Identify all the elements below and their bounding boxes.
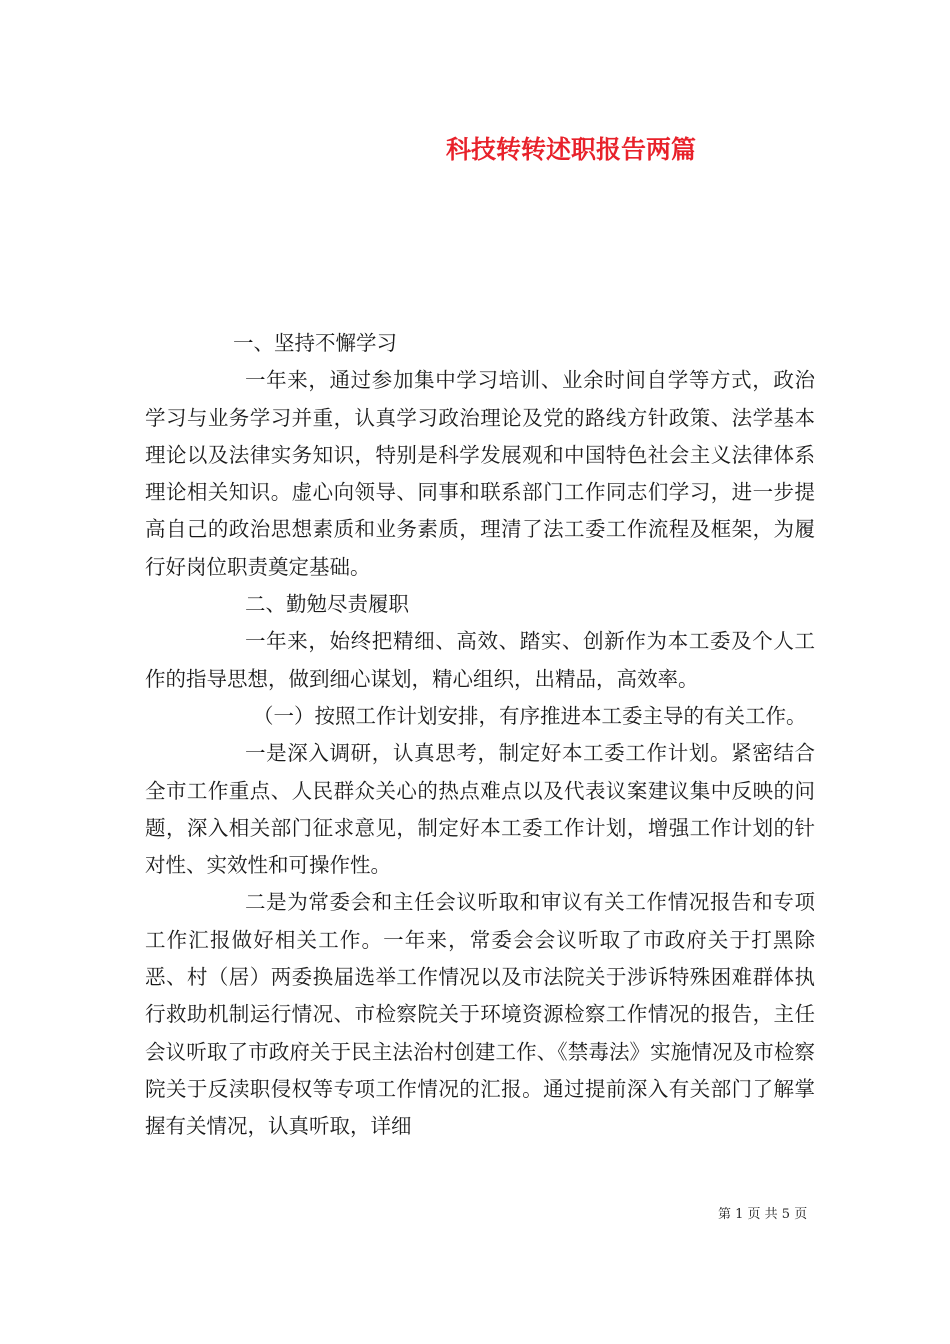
subsection-heading-1: （一）按照工作计划安排，有序推进本工委主导的有关工作。 bbox=[253, 703, 807, 728]
section-heading-1: 一、坚持不懈学习 bbox=[233, 331, 397, 355]
document-body bbox=[145, 325, 815, 1146]
paragraph-reports: 二是为常委会和主任会议听取和审议有关工作情况报告和专项工作汇报做好相关工作。一年来，常委会会议听取了市政府关于打黑除恶、村（居）两委换届选举工作情况以及市法院关于涉诉特殊困难群体执行救助机制运行情况、市检察院关于环境资源检察工作情况的报告，主任会议听取了市政府关于民主法治村创建工作、《禁毒法》实施情况及市检察院关于反渎职侵权等专项工作情况的汇报。通过提前深入有关部门了解掌握有关情况，认真听取，详细 bbox=[145, 890, 815, 1139]
page-number: 第 1 页 共 5 页 bbox=[718, 1207, 808, 1222]
document-title: 科技转转述职报告两篇 bbox=[446, 135, 697, 164]
section-heading-2: 二、勤勉尽责履职 bbox=[245, 592, 409, 617]
paragraph-duty: 一年来，始终把精细、高效、踏实、创新作为本工委及个人工作的指导思想，做到细心谋划，精心组织，出精品，高效率。 bbox=[145, 629, 815, 691]
paragraph-plan: 一是深入调研，认真思考，制定好本工委工作计划。紧密结合全市工作重点、人民群众关心的热点难点以及代表议案建议集中反映的问题，深入相关部门征求意见，制定好本工委工作计划，增强工作计划的针对性、实效性和可操作性。 bbox=[145, 741, 815, 878]
paragraph-study: 一年来，通过参加集中学习培训、业余时间自学等方式，政治学习与业务学习并重，认真学习政治理论及党的路线方针政策、法学基本理论以及法律实务知识，特别是科学发展观和中国特色社会主义法律体系理论相关知识。虚心向领导、同事和联系部门工作同志们学习，进一步提高自己的政治思想素质和业务素质，理清了法工委工作流程及框架，为履行好岗位职责奠定基础。 bbox=[145, 368, 815, 579]
